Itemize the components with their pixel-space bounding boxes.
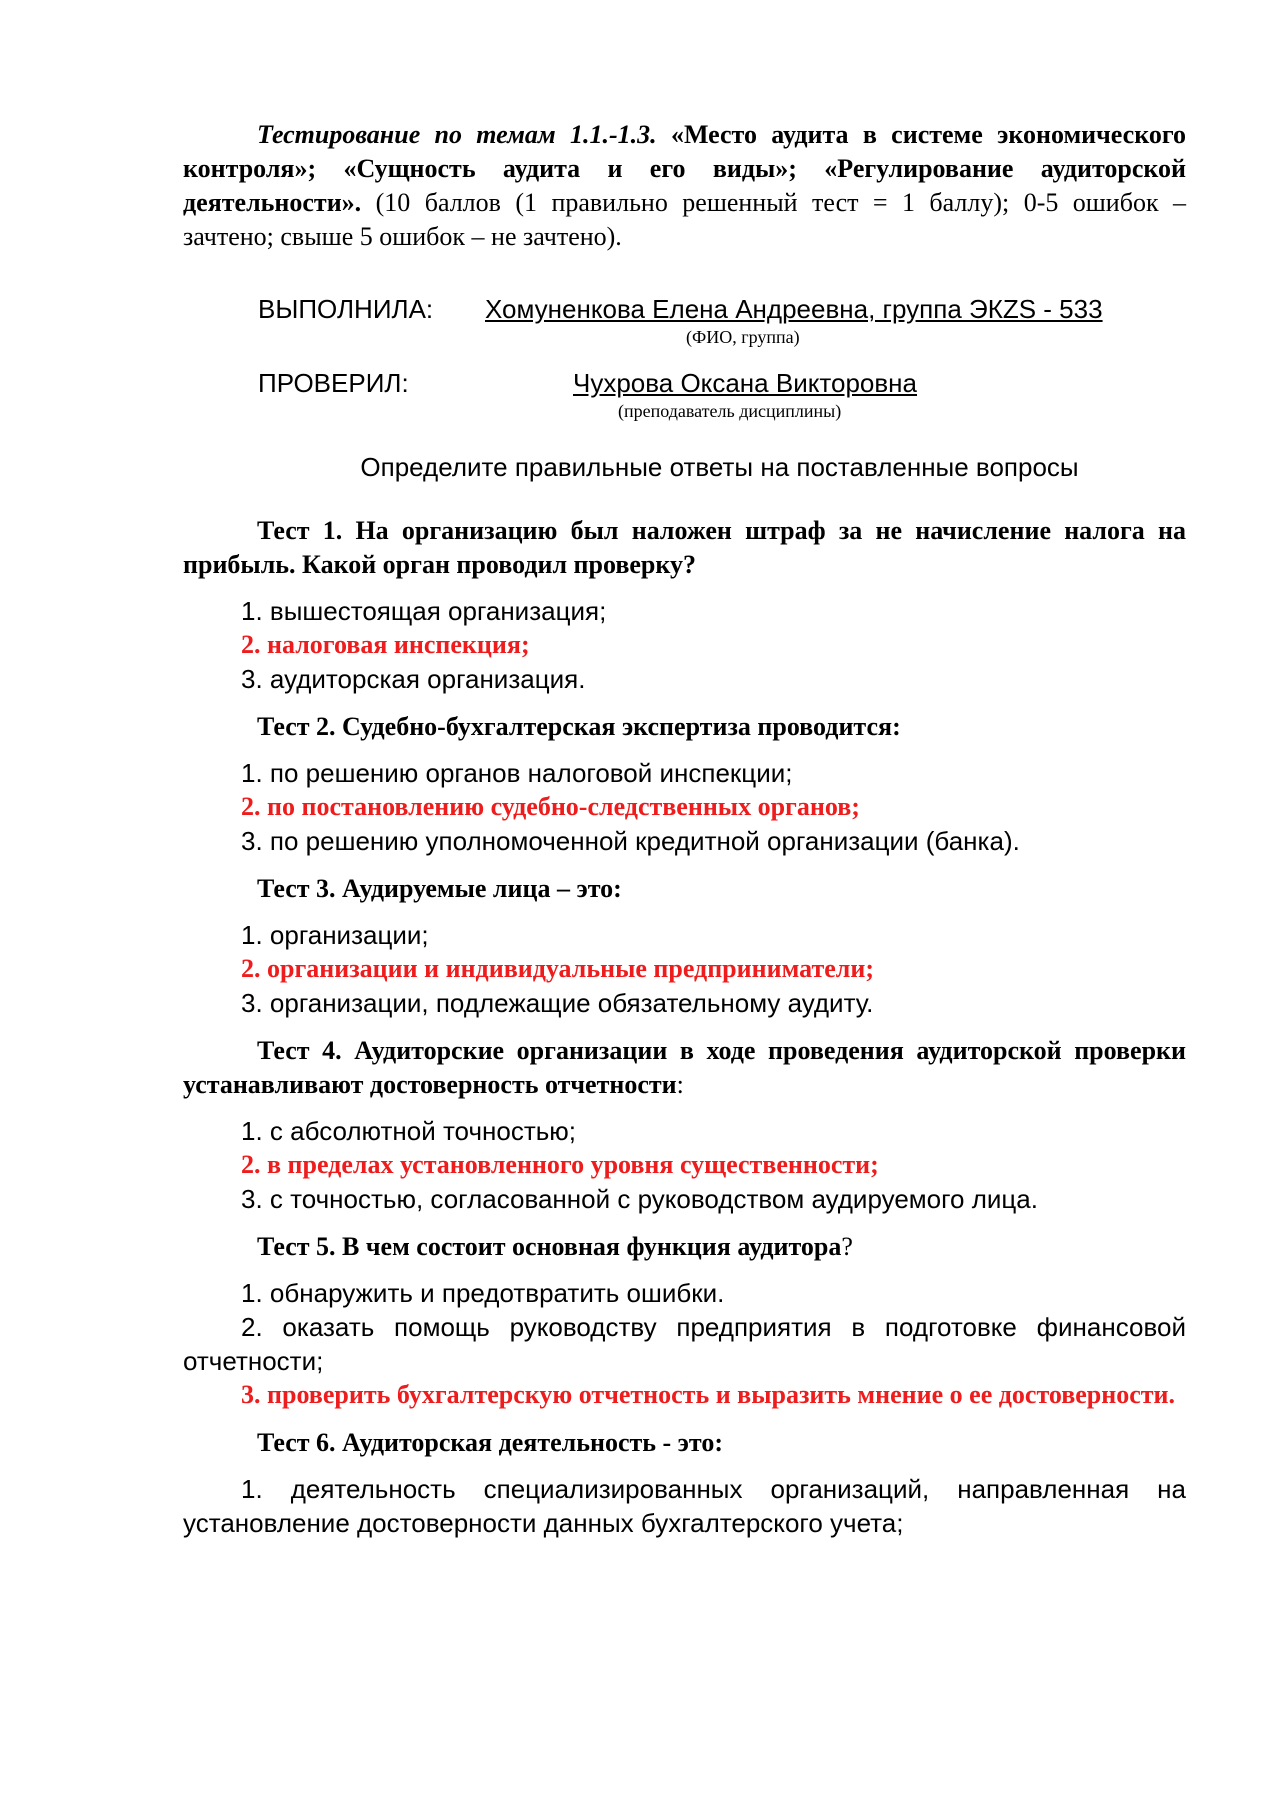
checked-row <box>183 366 1186 400</box>
performed-caption-row <box>183 326 1186 348</box>
test-3-option-3: 3. организации, подлежащие обязательному аудиту. <box>241 988 874 1018</box>
test-title: Тестирование по темам 1.1.-1.3. <box>257 120 657 149</box>
performed-caption: (ФИО, группа) <box>686 327 800 347</box>
checked-label: ПРОВЕРИЛ: <box>258 368 409 398</box>
test-5-question-tail: ? <box>841 1232 853 1261</box>
test-3-option-2-correct: 2. организации и индивидуальные предприниматели; <box>241 954 874 983</box>
test-4-option-2-correct: 2. в пределах установленного уровня существенности; <box>241 1150 879 1179</box>
test-5-question-row <box>183 1230 1186 1264</box>
test-2-option-2-correct: 2. по постановлению судебно-следственных органов; <box>241 792 860 821</box>
performed-row <box>183 292 1186 326</box>
test-4-option-1: 1. с абсолютной точностью; <box>241 1116 576 1146</box>
checked-value: Чухрова Оксана Викторовна <box>573 368 918 398</box>
test-5-options <box>183 1276 1186 1412</box>
test-5-option-1: 1. обнаружить и предотвратить ошибки. <box>241 1278 725 1308</box>
test-6-question: Тест 6. Аудиторская деятельность - это: <box>257 1428 724 1457</box>
instruction-text: Определите правильные ответы на поставленные вопросы <box>360 452 1079 482</box>
test-4-options <box>183 1114 1186 1216</box>
test-topics: «Место аудита в системе экономического контроля»; «Сущность аудита и его виды»; «Регулирование аудиторской деятельности». <box>183 120 1186 217</box>
test-1-option-2-correct: 2. налоговая инспекция; <box>241 630 530 659</box>
test-4-question: Тест 4. Аудиторские организации в ходе проведения аудиторской проверки устанавливают достоверность отчетности <box>183 1036 1186 1099</box>
test-4-question-tail: : <box>676 1070 684 1099</box>
test-3-option-1: 1. организации; <box>241 920 429 950</box>
checked-caption-row <box>183 400 1186 422</box>
test-2-options <box>183 756 1186 858</box>
test-1-question: Тест 1. На организацию был наложен штраф за не начисление налога на прибыль. Какой орган проводил проверку? <box>183 516 1186 579</box>
test-5-question: Тест 5. В чем состоит основная функция аудитора <box>257 1232 842 1261</box>
test-1-option-3: 3. аудиторская организация. <box>241 664 586 694</box>
test-1-options <box>183 594 1186 696</box>
test-2-question: Тест 2. Судебно-бухгалтерская экспертиза проводится: <box>257 712 901 741</box>
grading-note: (10 баллов (1 правильно решенный тест = 1 баллу); 0-5 ошибок – зачтено; свыше 5 ошибок – не зачтено). <box>183 188 1187 251</box>
test-3-question: Тест 3. Аудируемые лица – это: <box>257 874 622 903</box>
test-6-option-1: 1. деятельность специализированных организаций, направленная на установление достоверности данных бухгалтерского учета; <box>183 1474 1186 1538</box>
performed-label: ВЫПОЛНИЛА: <box>258 294 434 324</box>
test-3-options <box>183 918 1186 1020</box>
test-5-option-2: 2. оказать помощь руководству предприятия в подготовке финансовой отчетности; <box>183 1312 1186 1376</box>
test-5-option-3-correct: 3. проверить бухгалтерскую отчетность и выразить мнение о ее достоверности. <box>241 1380 1176 1409</box>
checked-caption: (преподаватель дисциплины) <box>618 401 842 421</box>
test-4-question-row <box>183 1034 1186 1102</box>
test-2-option-3: 3. по решению уполномоченной кредитной организации (банка). <box>241 826 1020 856</box>
document-page <box>183 118 1186 1554</box>
test-1-option-1: 1. вышестоящая организация; <box>241 596 607 626</box>
test-6-options <box>183 1472 1186 1540</box>
test-2-option-1: 1. по решению органов налоговой инспекции; <box>241 758 793 788</box>
intro-paragraph <box>183 118 1186 254</box>
performed-value: Хомуненкова Елена Андреевна, группа ЭКZS - 533 <box>485 294 1103 324</box>
test-4-option-3: 3. с точностью, согласованной с руководством аудируемого лица. <box>241 1184 1038 1214</box>
